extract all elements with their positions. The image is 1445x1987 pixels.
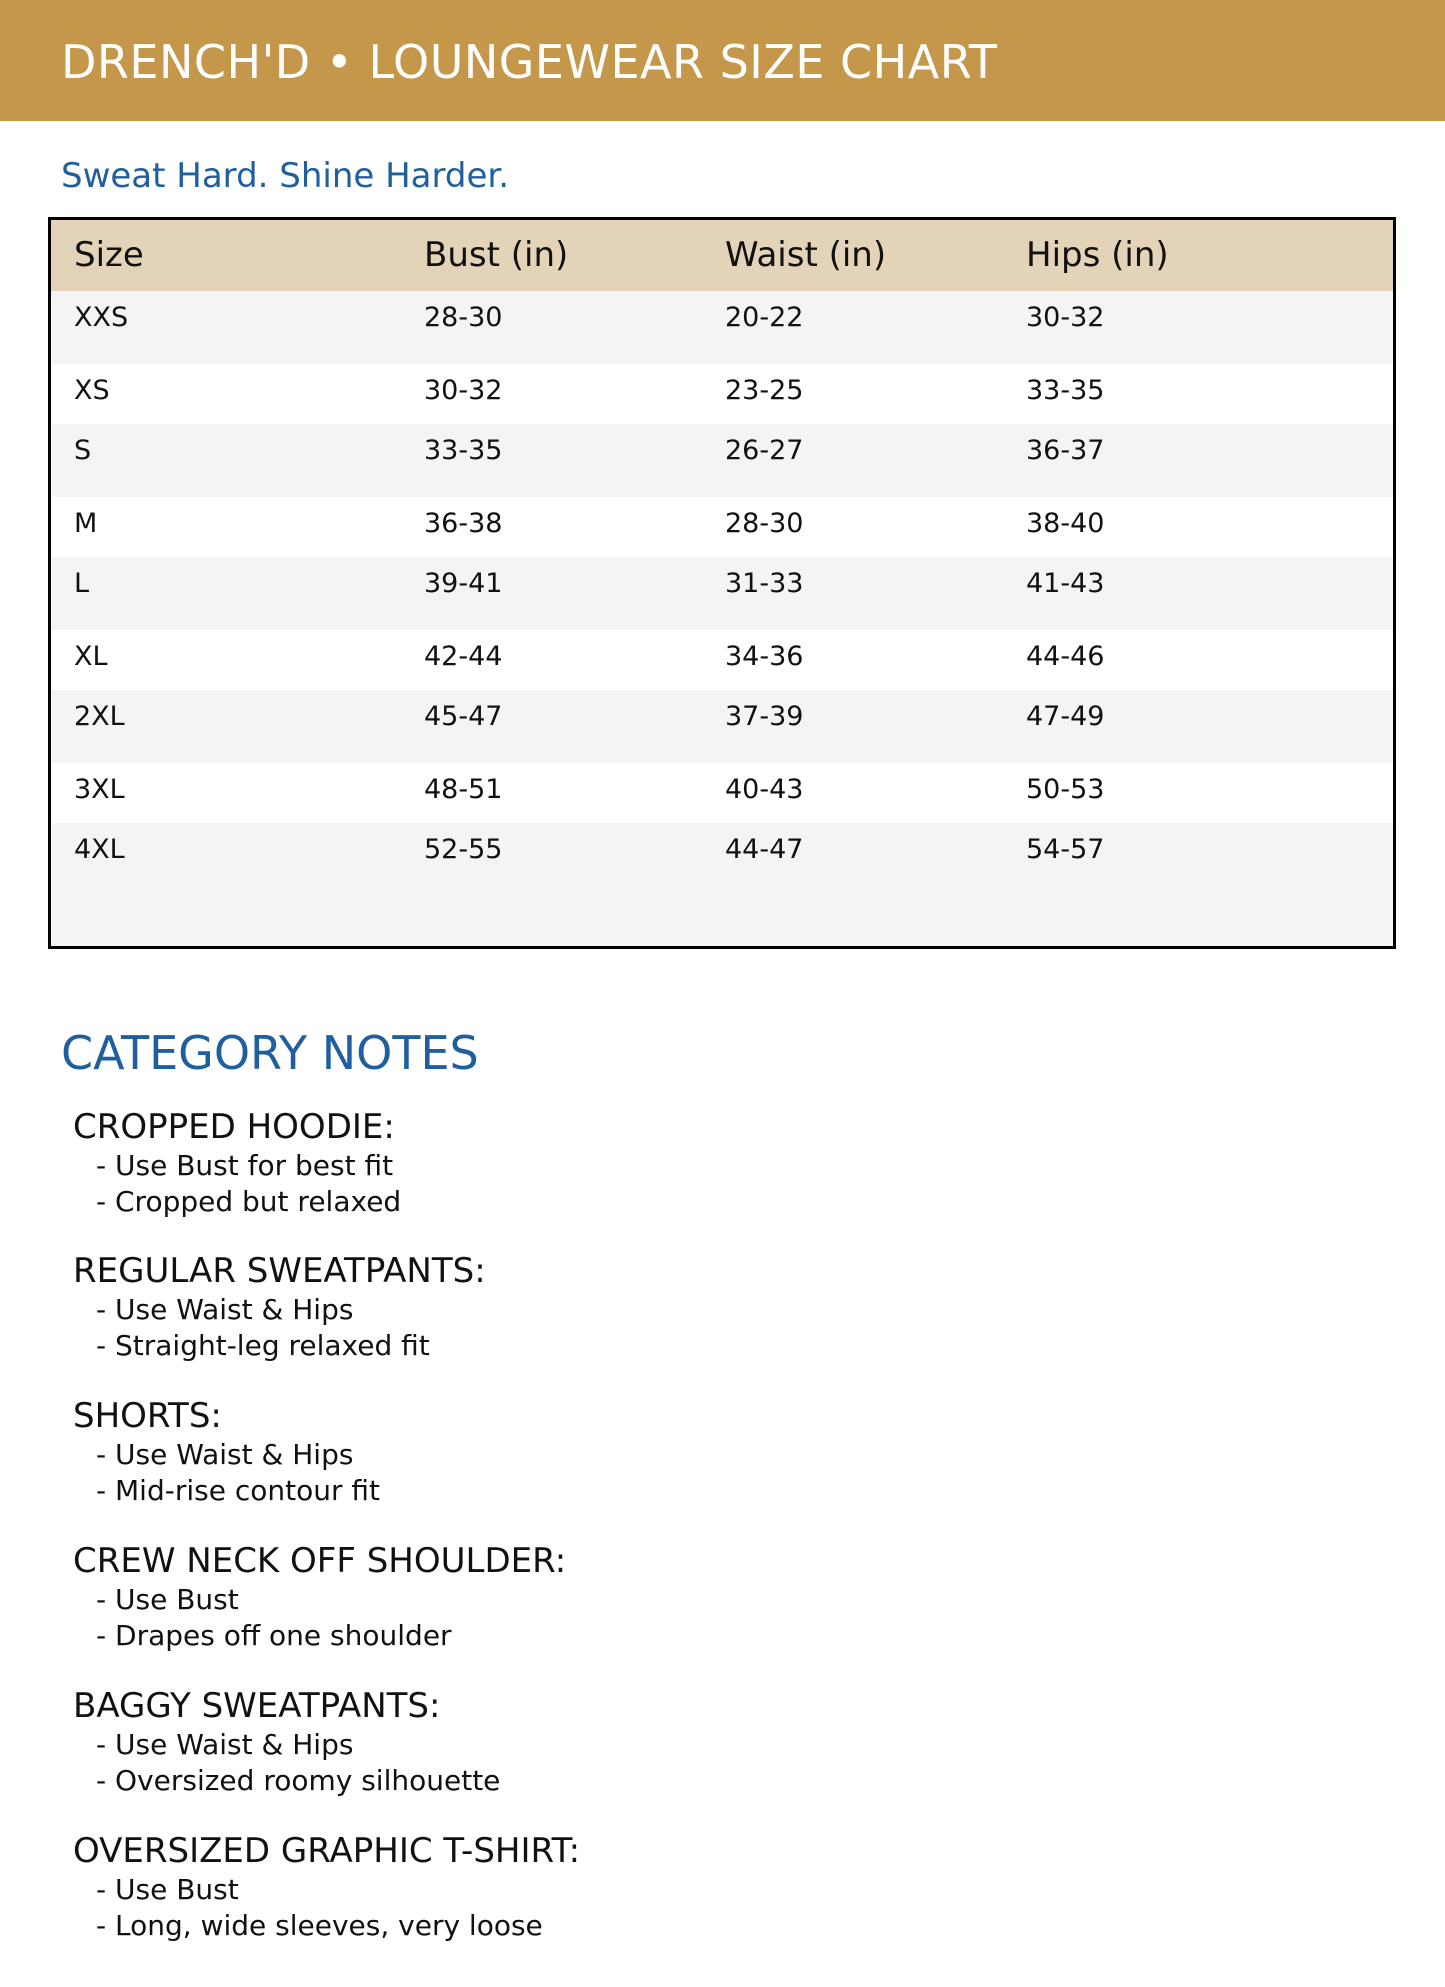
category-line: - Use Bust [96,1873,239,1906]
cell-size: XL [74,641,108,672]
category-line: - Use Bust for best fit [96,1149,394,1182]
category-line: - Use Bust [96,1583,239,1616]
column-header-hips: Hips (in) [1026,235,1169,275]
cell-waist: 26-27 [725,435,804,466]
cell-waist: 40-43 [725,774,804,805]
cell-hips: 44-46 [1026,641,1105,672]
table-row [51,424,1393,497]
cell-bust: 28-30 [424,302,503,333]
header-bar [0,0,1445,121]
category-line: - Mid-rise contour fit [96,1474,380,1507]
cell-size: S [74,435,92,466]
cell-bust: 36-38 [424,508,503,539]
cell-waist: 37-39 [725,701,804,732]
size-table [48,217,1396,949]
cell-hips: 38-40 [1026,508,1105,539]
category-line: - Long, wide sleeves, very loose [96,1909,543,1942]
table-row [51,763,1393,823]
category-note [73,1395,1173,1509]
category-title: SHORTS: [73,1396,222,1436]
cell-size: M [74,508,98,539]
category-line: - Use Waist & Hips [96,1438,354,1471]
column-header-bust: Bust (in) [424,235,569,275]
cell-bust: 52-55 [424,834,503,865]
table-row [51,823,1393,896]
cell-hips: 50-53 [1026,774,1105,805]
cell-size: L [74,568,90,599]
cell-bust: 45-47 [424,701,503,732]
category-line: - Oversized roomy silhouette [96,1764,501,1797]
tagline: Sweat Hard. Shine Harder. [61,156,510,196]
cell-waist: 28-30 [725,508,804,539]
category-note [73,1540,1173,1654]
cell-hips: 54-57 [1026,834,1105,865]
cell-hips: 30-32 [1026,302,1105,333]
category-title: BAGGY SWEATPANTS: [73,1686,441,1726]
cell-bust: 39-41 [424,568,503,599]
cell-size: 4XL [74,834,125,865]
category-note [73,1685,1173,1799]
cell-size: XS [74,375,110,406]
cell-size: 2XL [74,701,125,732]
table-row [51,690,1393,763]
cell-bust: 48-51 [424,774,503,805]
category-note [73,1250,1173,1364]
table-row [51,291,1393,364]
table-row [51,497,1393,557]
category-title: REGULAR SWEATPANTS: [73,1251,486,1291]
category-line: - Use Waist & Hips [96,1728,354,1761]
cell-hips: 33-35 [1026,375,1105,406]
cell-size: 3XL [74,774,125,805]
category-line: - Straight-leg relaxed fit [96,1329,430,1362]
cell-bust: 42-44 [424,641,503,672]
category-note [73,1830,1173,1944]
category-title: CREW NECK OFF SHOULDER: [73,1541,567,1581]
cell-waist: 34-36 [725,641,804,672]
column-header-size: Size [74,235,144,275]
category-line: - Drapes off one shoulder [96,1619,452,1652]
cell-hips: 47-49 [1026,701,1105,732]
column-header-waist: Waist (in) [725,235,887,275]
cell-hips: 41-43 [1026,568,1105,599]
table-row [51,557,1393,630]
cell-waist: 31-33 [725,568,804,599]
category-line: - Use Waist & Hips [96,1293,354,1326]
cell-size: XXS [74,302,129,333]
table-row [51,364,1393,424]
cell-bust: 30-32 [424,375,503,406]
table-header-row [51,220,1393,291]
page-title: DRENCH'D • LOUNGEWEAR SIZE CHART [61,35,998,89]
table-row [51,630,1393,690]
category-line: - Cropped but relaxed [96,1185,402,1218]
category-note [73,1106,1173,1220]
category-title: OVERSIZED GRAPHIC T-SHIRT: [73,1831,581,1871]
cell-bust: 33-35 [424,435,503,466]
cell-waist: 44-47 [725,834,804,865]
cell-hips: 36-37 [1026,435,1105,466]
category-title: CROPPED HOODIE: [73,1107,395,1147]
category-notes-title: CATEGORY NOTES [61,1026,479,1080]
cell-waist: 20-22 [725,302,804,333]
cell-waist: 23-25 [725,375,804,406]
